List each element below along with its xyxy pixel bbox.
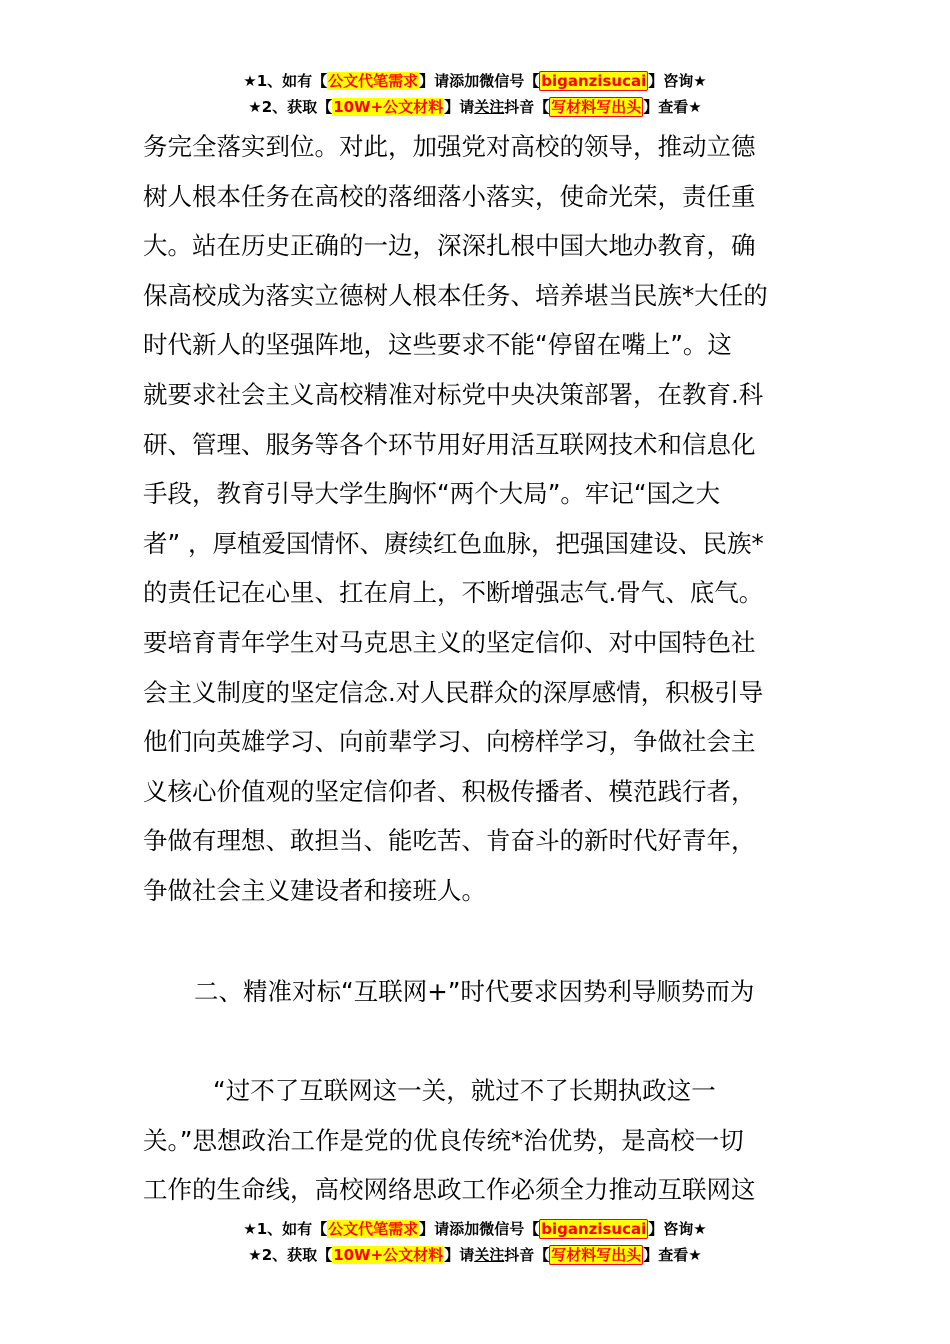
banner-line-2 [0, 94, 950, 120]
banner-text: ★2、获取【 [248, 1246, 333, 1264]
text-line: 树人根本任务在高校的落细落小落实，使命光荣，责任重 [143, 181, 756, 211]
banner-text: 】咨询★ [648, 1220, 707, 1238]
highlight-wechat-id: biganzisucai [541, 72, 647, 90]
banner-text: 微信号【 [479, 72, 540, 90]
text-line: 大。站在历史正确的一边，深深扎根中国大地办教育，确 [143, 231, 756, 261]
highlight-douyin: 写材料写出头 [551, 98, 642, 116]
banner-line-1 [0, 68, 950, 94]
banner-text: 加 [464, 1220, 480, 1238]
text-line: 时代新人的坚强阵地，这些要求不能“停留在嘴上”。这 [143, 330, 732, 360]
highlight-materials: 10W+公文材料 [333, 1246, 444, 1264]
banner-text: 】请 [444, 98, 475, 116]
banner-text: 】请 [444, 1246, 475, 1264]
banner-text: 关注 [474, 1246, 505, 1264]
highlight-wechat-id: biganzisucai [541, 1220, 647, 1238]
text-line: 争做有理想、敢担当、能吃苦、肯奋斗的新时代好青年， [143, 826, 756, 856]
banner-text: 】咨询★ [648, 72, 707, 90]
text-line: 要培育青年学生对马克思主义的坚定信仰、对中国特色社 [143, 627, 756, 657]
text-line: 研、管理、服务等各个环节用好用活互联网技术和信息化 [143, 429, 756, 459]
text-line: 争做社会主义建设者和接班人。 [143, 875, 486, 905]
text-line: 者” ，厚植爱国情怀、赓续红色血脉，把强国建设、民族* [143, 528, 764, 558]
banner-text: 微信号【 [479, 1220, 540, 1238]
banner-text: 】查看★ [643, 98, 702, 116]
highlight-service: 公文代笔需求 [328, 72, 419, 90]
text-line: 务完全落实到位。对此，加强党对高校的领导，推动立德 [143, 132, 756, 161]
text-line: 手段，教育引导大学生胸怀“两个大局”。牢记“国之大 [143, 479, 721, 509]
text-line: 关。”思想政治工作是党的优良传统*治优势，是高校一切 [143, 1125, 744, 1155]
banner-text: 关注 [474, 98, 505, 116]
text-line: 义核心价值观的坚定信仰者、积极传播者、模范践行者， [143, 776, 756, 806]
text-line: 会主义制度的坚定信念.对人民群众的深厚感情，积极引导 [143, 677, 764, 707]
text-line: 他们向英雄学习、向前辈学习、向榜样学习，争做社会主 [143, 727, 756, 757]
highlight-service: 公文代笔需求 [328, 1220, 419, 1238]
text-line: 保高校成为落实立德树人根本任务、培养堪当民族*大任的 [143, 280, 768, 310]
paragraph-1 [143, 122, 808, 916]
banner-text: 】请添 [419, 72, 465, 90]
text-line: 就要求社会主义高校精准对标党中央决策部署，在教育.科 [143, 379, 764, 409]
banner-text: 抖音【 [504, 1246, 550, 1264]
banner-text: ★1、如有【 [243, 72, 328, 90]
banner-text: ★2、获取【 [248, 98, 333, 116]
banner-text: 抖音【 [504, 98, 550, 116]
text-line: “过不了互联网这一关，就过不了长期执政这一 [213, 1076, 716, 1105]
banner-line-2 [0, 1242, 950, 1268]
text-line: 工作的生命线，高校网络思政工作必须全力推动互联网这 [143, 1175, 756, 1205]
banner-text: 】查看★ [643, 1246, 702, 1264]
header-banner [0, 68, 950, 120]
paragraph-2 [143, 1066, 808, 1215]
highlight-douyin: 写材料写出头 [551, 1246, 642, 1264]
banner-text: 】请添 [419, 1220, 465, 1238]
footer-banner [0, 1216, 950, 1268]
text-line: 的责任记在心里、扛在肩上，不断增强志气.骨气、底气。 [143, 578, 764, 608]
banner-text: 加 [464, 72, 480, 90]
highlight-materials: 10W+公文材料 [333, 98, 444, 116]
banner-line-1 [0, 1216, 950, 1242]
banner-text: ★1、如有【 [243, 1220, 328, 1238]
section-heading: 二、精准对标“互联网+”时代要求因势利导顺势而为 [194, 977, 755, 1006]
